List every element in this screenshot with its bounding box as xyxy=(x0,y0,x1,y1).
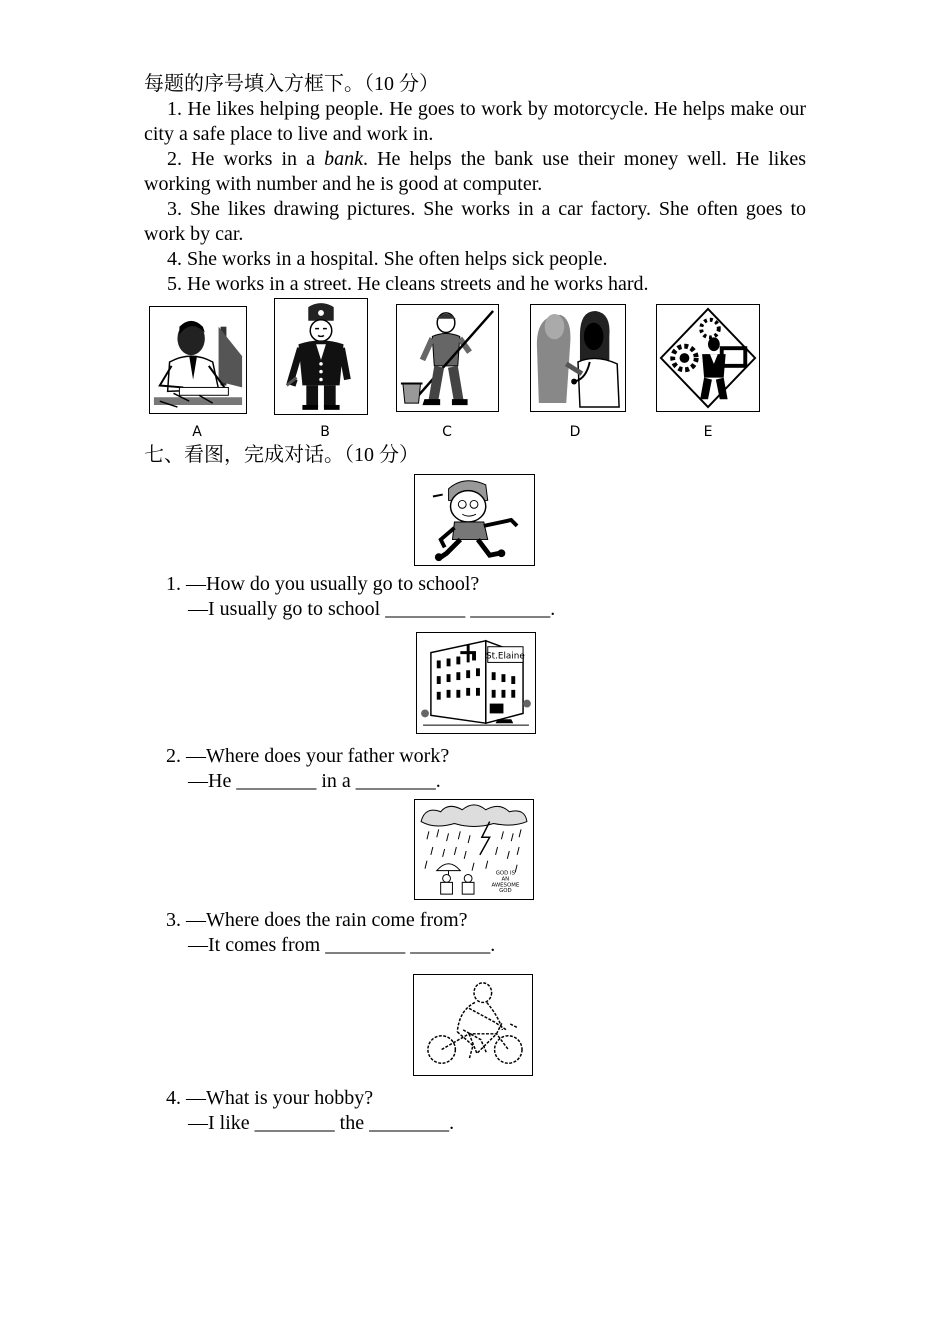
section7-title: 七、看图，完成对话。（10 分） xyxy=(144,444,419,466)
picture-d-doctor xyxy=(530,304,626,412)
engineer-illustration xyxy=(657,305,759,411)
description-number: 4. xyxy=(167,248,182,270)
picture-label-b: B xyxy=(320,424,330,440)
rain-caption-line-2: AN xyxy=(501,876,510,883)
rain-caption-line-4: GOD xyxy=(499,888,512,895)
doctor-illustration xyxy=(531,305,625,411)
picture-c-street-cleaner xyxy=(396,304,499,412)
dialogue-4-answer: —I like ________ the ________. xyxy=(188,1112,455,1134)
street-cleaner-illustration xyxy=(397,305,498,411)
description-2 xyxy=(144,147,806,197)
office-worker-illustration xyxy=(150,307,246,413)
picture-cyclist xyxy=(413,974,533,1076)
rain-caption-line-3: AWESOME xyxy=(491,882,520,889)
dialogue-4-question: 4. —What is your hobby? xyxy=(166,1087,374,1109)
picture-rain xyxy=(414,799,534,900)
picture-walking-kid xyxy=(414,474,535,566)
description-number: 2. xyxy=(167,148,182,170)
section6-intro: 每题的序号填入方框下。（10 分） xyxy=(144,73,439,95)
description-text-continued: . He helps the bank use their money well. He likes working with number and he is good at computer. xyxy=(144,148,806,195)
picture-hospital xyxy=(416,632,536,734)
picture-e-engineer xyxy=(656,304,760,412)
description-text: She likes drawing pictures. She works in a car factory. She often goes to work by car. xyxy=(144,198,807,245)
policeman-illustration xyxy=(275,299,367,414)
picture-label-a: A xyxy=(192,424,202,440)
picture-label-d: D xyxy=(569,424,581,440)
description-number: 1. xyxy=(167,98,182,120)
description-3 xyxy=(144,197,806,247)
dialogue-1-question: 1. —How do you usually go to school? xyxy=(166,573,480,595)
picture-a-office-worker xyxy=(149,306,247,414)
dialogue-3-question: 3. —Where does the rain come from? xyxy=(166,909,468,931)
dialogue-1-answer: —I usually go to school ________ ________. xyxy=(188,598,556,620)
description-italic-word: bank xyxy=(324,148,363,170)
description-text: She works in a hospital. She often helps sick people. xyxy=(187,248,608,270)
dialogue-2-question: 2. —Where does your father work? xyxy=(166,745,450,767)
description-number: 3. xyxy=(167,198,182,220)
cyclist-illustration xyxy=(414,975,532,1075)
dialogue-3-answer: —It comes from ________ ________. xyxy=(188,934,496,956)
description-text: He likes helping people. He goes to work by motorcycle. He helps make our city a safe place to live and work in. xyxy=(144,98,807,145)
walking-kid-illustration xyxy=(415,475,534,565)
description-4 xyxy=(144,247,806,272)
rain-illustration xyxy=(415,800,533,899)
description-number: 5. xyxy=(167,273,182,295)
hospital-sign-text: St.Elaine xyxy=(486,651,525,662)
rain-caption-line-1: GOD IS xyxy=(495,870,515,877)
picture-label-c: C xyxy=(442,424,452,440)
dialogue-2-answer: —He ________ in a ________. xyxy=(188,770,441,792)
description-1 xyxy=(144,97,806,147)
picture-label-e: E xyxy=(703,424,713,440)
picture-b-policeman xyxy=(274,298,368,415)
hospital-illustration xyxy=(417,633,535,733)
description-text: He works in a street. He cleans streets and he works hard. xyxy=(187,273,649,295)
description-text: He works in a xyxy=(191,148,325,170)
description-5 xyxy=(144,272,806,297)
